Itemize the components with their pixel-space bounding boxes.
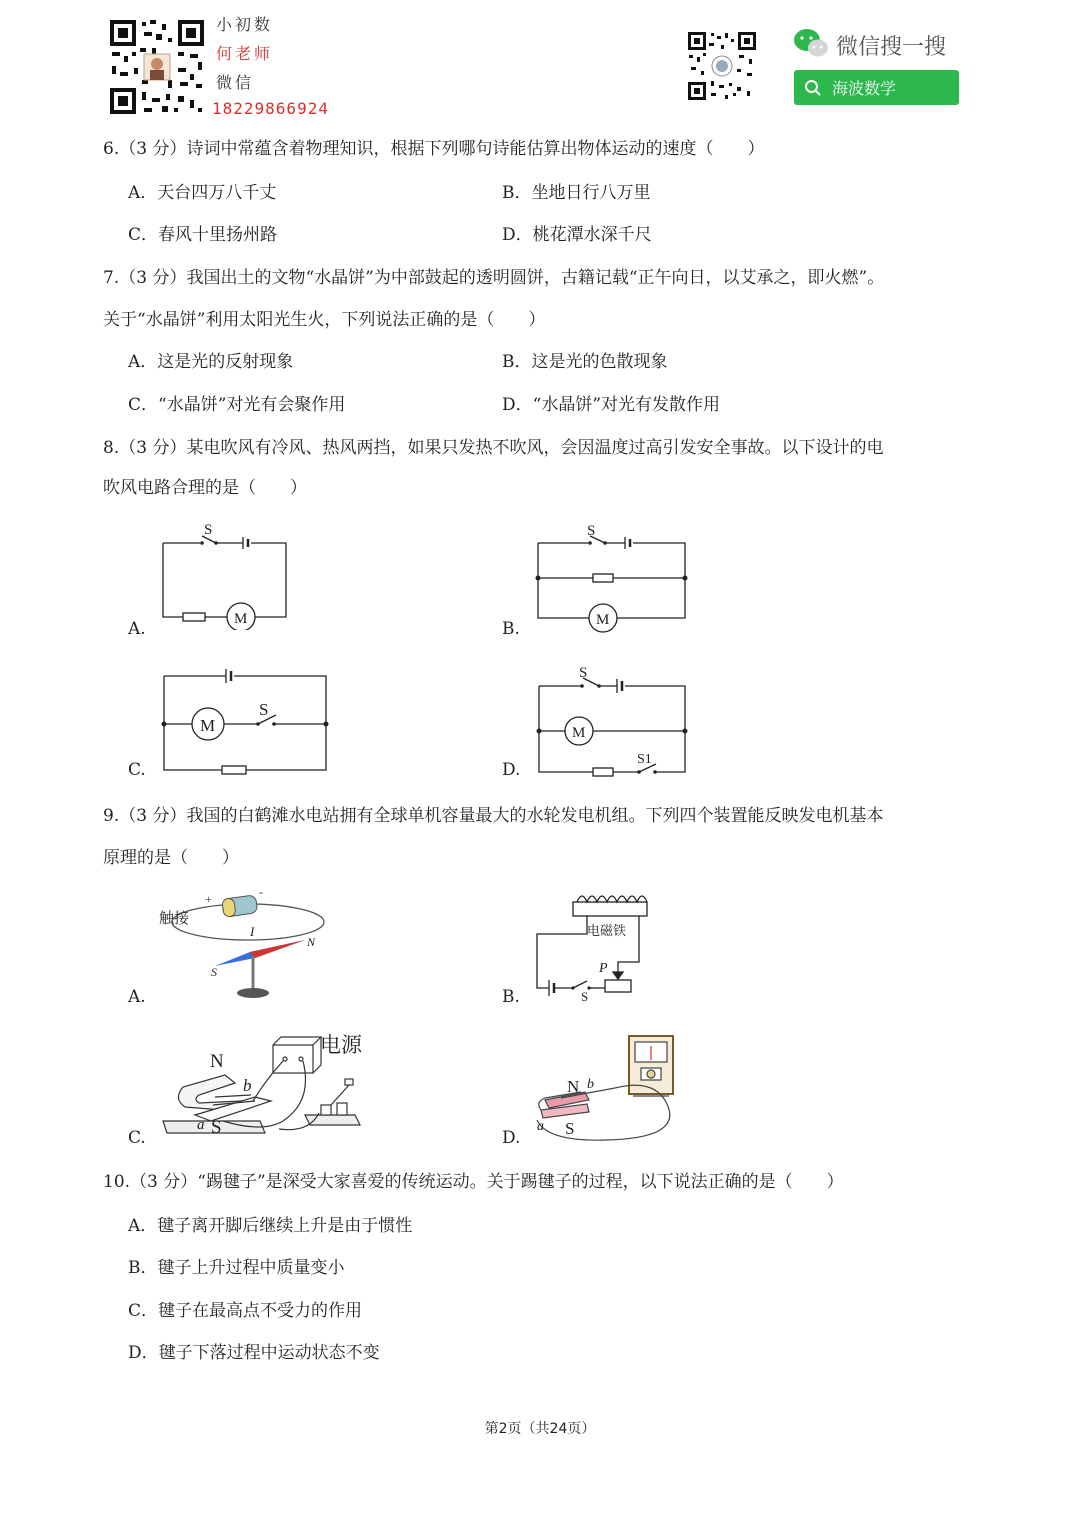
oersted-current-label: I <box>250 924 255 939</box>
wechat-logo-icon <box>793 28 829 58</box>
question-6-option-c: C．春风十里扬州路 <box>128 225 278 245</box>
circuit-a-label: A. <box>128 619 146 639</box>
motor-n-label: N <box>210 1051 224 1072</box>
question-7-line-1 <box>103 267 884 289</box>
question-10-option-d: D．毽子下落过程中运动状态不变 <box>128 1343 380 1363</box>
question-7-number: 7. <box>103 268 120 288</box>
electromagnet-p-label: P <box>599 961 608 976</box>
circuit-a-motor-label: M <box>234 611 248 627</box>
circuit-a-switch-label: S <box>204 522 213 538</box>
electromagnet-figure <box>527 890 657 1005</box>
question-7-option-d: D．“水晶饼”对光有发散作用 <box>502 395 721 415</box>
circuit-b-diagram <box>527 515 697 633</box>
question-6-option-a: A．天台四万八千丈 <box>128 183 277 203</box>
motor-b-label: b <box>243 1076 252 1095</box>
figure-9d-label: D. <box>502 1128 521 1148</box>
circuit-c-label: C. <box>128 760 146 780</box>
motor-a-label: a <box>197 1117 205 1133</box>
circuit-d-label: D. <box>502 760 521 780</box>
question-10-number: 10. <box>103 1172 131 1192</box>
question-9-number: 9. <box>103 806 120 826</box>
question-7-option-c: C．“水晶饼”对光有会聚作用 <box>128 395 346 415</box>
induction-s-label: S <box>565 1119 575 1138</box>
induction-n-label: N <box>567 1077 580 1096</box>
circuit-b-motor-label: M <box>596 612 610 628</box>
electromagnet-s-label: S <box>581 989 589 1004</box>
question-6-number: 6. <box>103 139 120 159</box>
motor-power-label: 电源 <box>320 1033 362 1057</box>
oersted-s-label: S <box>211 965 217 979</box>
question-7-stem-1: （3 分）我国出土的文物“水晶饼”为中部鼓起的透明圆饼，古籍记载“正午向日，以艾承之，即火燃”。 <box>119 268 885 288</box>
oersted-experiment-figure <box>155 880 330 1005</box>
induction-figure <box>527 1030 687 1145</box>
question-6-option-b: B．坐地日行八万里 <box>502 183 651 203</box>
oersted-touch-label: 触接 <box>159 909 190 927</box>
question-8-stem-1: （3 分）某电吹风有冷风、热风两挡，如果只发热不吹风，会因温度过高引发安全事故。以下设计的电 <box>119 438 884 458</box>
question-9-line-1 <box>103 805 883 827</box>
question-6-stem: （3 分）诗词中常蕴含着物理知识，根据下列哪句诗能估算出物体运动的速度（ ） <box>119 139 765 159</box>
circuit-c-switch-label: S <box>259 700 269 719</box>
question-6-line-1 <box>103 138 764 160</box>
circuit-d-diagram <box>527 660 697 778</box>
circuit-b-switch-label: S <box>587 523 596 539</box>
question-10-stem: （3 分）“踢毽子”是深受大家喜爱的传统运动。关于踢毽子的过程，以下说法正确的是（ ） <box>130 1172 844 1192</box>
question-7-option-b: B．这是光的色散现象 <box>502 352 668 372</box>
oersted-n-label: N <box>307 935 316 949</box>
circuit-b-label: B. <box>502 619 520 639</box>
question-10-option-a: A．毽子离开脚后继续上升是由于惯性 <box>128 1216 413 1236</box>
circuit-d-motor-label: M <box>572 725 586 741</box>
wechat-search-button[interactable] <box>794 70 959 105</box>
contact-line-1: 小初数 <box>216 15 274 34</box>
figure-9b-label: B. <box>502 987 520 1007</box>
motor-principle-figure <box>155 1025 370 1145</box>
contact-line-2: 何老师 <box>216 44 274 63</box>
search-button-label: 海波数学 <box>832 79 897 98</box>
question-9-stem-1: （3 分）我国的白鹤滩水电站拥有全球单机容量最大的水轮发电机组。下列四个装置能反映发电机基本 <box>119 806 884 826</box>
contact-phone: 18229866924 <box>212 99 329 118</box>
figure-9c-label: C. <box>128 1128 146 1148</box>
question-7-option-a: A．这是光的反射现象 <box>128 352 294 372</box>
circuit-d-switch-label: S <box>579 665 588 681</box>
question-10-option-c: C．毽子在最高点不受力的作用 <box>128 1301 363 1321</box>
question-7-stem-2: 关于“水晶饼”利用太阳光生火，下列说法正确的是（ ） <box>103 310 546 330</box>
question-6-option-d: D．桃花潭水深千尺 <box>502 225 652 245</box>
contact-qr-code <box>108 18 206 116</box>
question-10-line-1 <box>103 1171 844 1193</box>
svg-text:+: + <box>205 892 212 906</box>
circuit-a-diagram <box>150 515 300 630</box>
circuit-d-switch1-label: S1 <box>637 752 652 767</box>
figure-9a-label: A. <box>128 987 146 1007</box>
contact-line-3: 微信 <box>216 73 255 92</box>
question-10-option-b: B．毽子上升过程中质量变小 <box>128 1258 345 1278</box>
circuit-c-motor-label: M <box>200 716 216 735</box>
page-number-footer: 第2页（共24页） <box>484 1421 596 1437</box>
wechat-qr-code <box>687 31 757 101</box>
question-8-line-1 <box>103 437 883 459</box>
svg-text:-: - <box>259 885 263 899</box>
question-8-stem-2: 吹风电路合理的是（ ） <box>103 478 307 498</box>
motor-s-label: S <box>211 1117 222 1138</box>
wechat-search-title: 微信搜一搜 <box>836 35 947 60</box>
induction-a-label: a <box>537 1119 544 1134</box>
question-8-number: 8. <box>103 438 120 458</box>
electromagnet-label: 电磁铁 <box>587 924 627 939</box>
search-icon <box>804 79 822 97</box>
question-9-stem-2: 原理的是（ ） <box>103 848 239 868</box>
circuit-c-diagram <box>150 660 340 775</box>
induction-b-label: b <box>587 1077 594 1092</box>
